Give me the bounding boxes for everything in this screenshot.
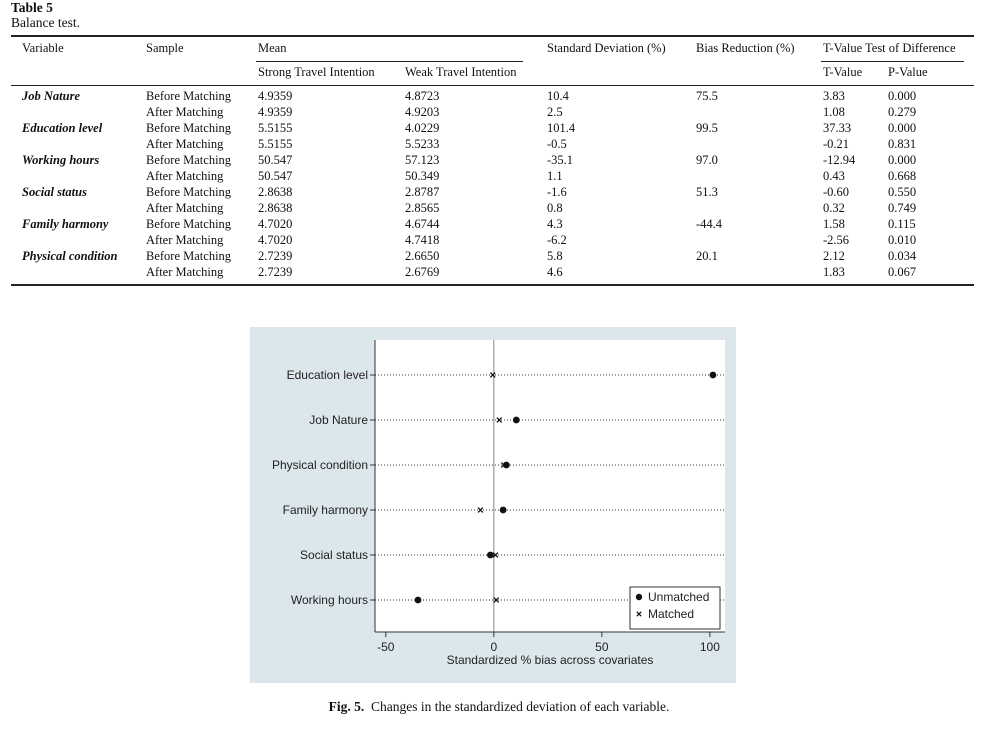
cell-strong: 2.8638 bbox=[258, 185, 293, 199]
cell-sd: -35.1 bbox=[547, 153, 574, 167]
y-tick-label: Working hours bbox=[290, 593, 368, 607]
cell-variable: Physical condition bbox=[22, 249, 118, 263]
cell-p: 0.000 bbox=[888, 121, 917, 135]
x-axis-label: Standardized % bias across covariates bbox=[446, 653, 654, 667]
ttest-group-rule bbox=[821, 61, 964, 62]
header-sd: Standard Deviation (%) bbox=[547, 41, 666, 55]
cell-strong: 4.7020 bbox=[258, 217, 293, 231]
cell-variable: Family harmony bbox=[22, 217, 109, 231]
header-sample: Sample bbox=[146, 41, 184, 55]
y-tick-label: Social status bbox=[299, 548, 368, 562]
cell-sd: 2.5 bbox=[547, 105, 563, 119]
figure-caption bbox=[0, 699, 998, 715]
cell-weak: 5.5233 bbox=[405, 137, 440, 151]
cell-variable: Working hours bbox=[22, 153, 100, 167]
legend-label: Matched bbox=[648, 607, 695, 621]
cell-p: 0.550 bbox=[888, 185, 917, 199]
marker-unmatched bbox=[500, 507, 507, 514]
cell-sample: After Matching bbox=[146, 137, 224, 151]
cell-t: 3.83 bbox=[823, 89, 845, 103]
table-label: Table 5 bbox=[11, 0, 53, 15]
cell-sd: -6.2 bbox=[547, 233, 567, 247]
marker-unmatched bbox=[487, 552, 494, 559]
bias-chart bbox=[250, 327, 736, 683]
cell-sample: After Matching bbox=[146, 169, 224, 183]
cell-t: 2.12 bbox=[823, 249, 845, 263]
cell-t: 0.32 bbox=[823, 201, 845, 215]
cell-weak: 2.6650 bbox=[405, 249, 440, 263]
cell-sd: 1.1 bbox=[547, 169, 563, 183]
cell-sample: After Matching bbox=[146, 265, 224, 279]
cell-weak: 2.8565 bbox=[405, 201, 440, 215]
cell-weak: 2.8787 bbox=[405, 185, 440, 199]
cell-sample: Before Matching bbox=[146, 217, 232, 231]
cell-bias: 99.5 bbox=[696, 121, 718, 135]
figure-caption-text: Changes in the standardized deviation of each variable. bbox=[370, 699, 670, 714]
cell-sd: 5.8 bbox=[547, 249, 563, 263]
y-tick-label: Job Nature bbox=[309, 413, 368, 427]
cell-p: 0.000 bbox=[888, 89, 917, 103]
cell-strong: 5.5155 bbox=[258, 121, 293, 135]
cell-p: 0.749 bbox=[888, 201, 917, 215]
cell-bias: 97.0 bbox=[696, 153, 718, 167]
cell-sd: -0.5 bbox=[547, 137, 567, 151]
legend-label: Unmatched bbox=[648, 590, 710, 604]
cell-t: 1.58 bbox=[823, 217, 845, 231]
header-pvalue: P-Value bbox=[888, 65, 928, 79]
cell-bias: 75.5 bbox=[696, 89, 718, 103]
header-weak: Weak Travel Intention bbox=[405, 65, 517, 79]
figure-caption-label: Fig. 5. bbox=[328, 699, 365, 714]
cell-variable: Job Nature bbox=[22, 89, 80, 103]
cell-strong: 4.9359 bbox=[258, 89, 293, 103]
cell-sample: Before Matching bbox=[146, 153, 232, 167]
cell-strong: 50.547 bbox=[258, 153, 293, 167]
cell-variable: Social status bbox=[22, 185, 87, 199]
cell-weak: 4.7418 bbox=[405, 233, 440, 247]
cell-p: 0.115 bbox=[888, 217, 916, 231]
cell-p: 0.034 bbox=[888, 249, 917, 263]
header-variable: Variable bbox=[22, 41, 64, 55]
figure-panel bbox=[250, 327, 736, 683]
cell-weak: 50.349 bbox=[405, 169, 440, 183]
cell-weak: 4.6744 bbox=[405, 217, 440, 231]
table-caption: Balance test. bbox=[11, 15, 80, 30]
cell-bias: 51.3 bbox=[696, 185, 718, 199]
y-tick-label: Family harmony bbox=[282, 503, 368, 517]
y-tick-label: Education level bbox=[286, 368, 368, 382]
cell-t: -12.94 bbox=[823, 153, 856, 167]
cell-sample: Before Matching bbox=[146, 185, 232, 199]
x-tick-label: 0 bbox=[490, 640, 498, 654]
cell-weak: 57.123 bbox=[405, 153, 440, 167]
cell-weak: 4.0229 bbox=[405, 121, 440, 135]
cell-sample: After Matching bbox=[146, 233, 224, 247]
mean-group-rule bbox=[256, 61, 523, 62]
cell-sd: 101.4 bbox=[547, 121, 576, 135]
marker-unmatched bbox=[710, 372, 717, 379]
cell-sample: After Matching bbox=[146, 105, 224, 119]
marker-unmatched bbox=[513, 417, 520, 424]
legend-marker-unmatched bbox=[636, 594, 642, 600]
cell-bias: -44.4 bbox=[696, 217, 723, 231]
cell-strong: 2.7239 bbox=[258, 249, 293, 263]
header-mean: Mean bbox=[258, 41, 287, 55]
cell-t: 0.43 bbox=[823, 169, 845, 183]
x-tick-label: 100 bbox=[699, 640, 720, 654]
header-ttest: T-Value Test of Difference bbox=[823, 41, 956, 55]
x-tick-label: -50 bbox=[377, 640, 395, 654]
cell-strong: 5.5155 bbox=[258, 137, 293, 151]
cell-sd: 4.6 bbox=[547, 265, 563, 279]
cell-sd: 0.8 bbox=[547, 201, 563, 215]
cell-strong: 4.7020 bbox=[258, 233, 293, 247]
cell-p: 0.831 bbox=[888, 137, 917, 151]
cell-sd: 4.3 bbox=[547, 217, 563, 231]
y-tick-label: Physical condition bbox=[271, 458, 368, 472]
cell-sample: Before Matching bbox=[146, 249, 232, 263]
table-top-rule bbox=[11, 35, 974, 37]
table-header-rule bbox=[11, 85, 974, 86]
header-tvalue: T-Value bbox=[823, 65, 863, 79]
cell-t: 37.33 bbox=[823, 121, 852, 135]
cell-sample: Before Matching bbox=[146, 121, 232, 135]
header-strong: Strong Travel Intention bbox=[258, 65, 375, 79]
cell-t: -0.21 bbox=[823, 137, 850, 151]
cell-p: 0.067 bbox=[888, 265, 917, 279]
cell-strong: 2.7239 bbox=[258, 265, 293, 279]
cell-bias: 20.1 bbox=[696, 249, 718, 263]
cell-weak: 2.6769 bbox=[405, 265, 440, 279]
cell-sample: After Matching bbox=[146, 201, 224, 215]
cell-p: 0.279 bbox=[888, 105, 917, 119]
cell-strong: 4.9359 bbox=[258, 105, 293, 119]
cell-p: 0.010 bbox=[888, 233, 917, 247]
cell-sd: -1.6 bbox=[547, 185, 567, 199]
cell-weak: 4.9203 bbox=[405, 105, 440, 119]
cell-variable: Education level bbox=[22, 121, 103, 135]
cell-t: -2.56 bbox=[823, 233, 850, 247]
cell-weak: 4.8723 bbox=[405, 89, 440, 103]
cell-sample: Before Matching bbox=[146, 89, 232, 103]
cell-strong: 2.8638 bbox=[258, 201, 293, 215]
cell-t: 1.83 bbox=[823, 265, 845, 279]
table-bottom-rule bbox=[11, 284, 974, 286]
cell-p: 0.000 bbox=[888, 153, 917, 167]
cell-t: 1.08 bbox=[823, 105, 845, 119]
marker-unmatched bbox=[415, 597, 422, 604]
cell-t: -0.60 bbox=[823, 185, 850, 199]
cell-p: 0.668 bbox=[888, 169, 917, 183]
cell-strong: 50.547 bbox=[258, 169, 293, 183]
x-tick-label: 50 bbox=[595, 640, 609, 654]
cell-sd: 10.4 bbox=[547, 89, 569, 103]
header-bias: Bias Reduction (%) bbox=[696, 41, 795, 55]
